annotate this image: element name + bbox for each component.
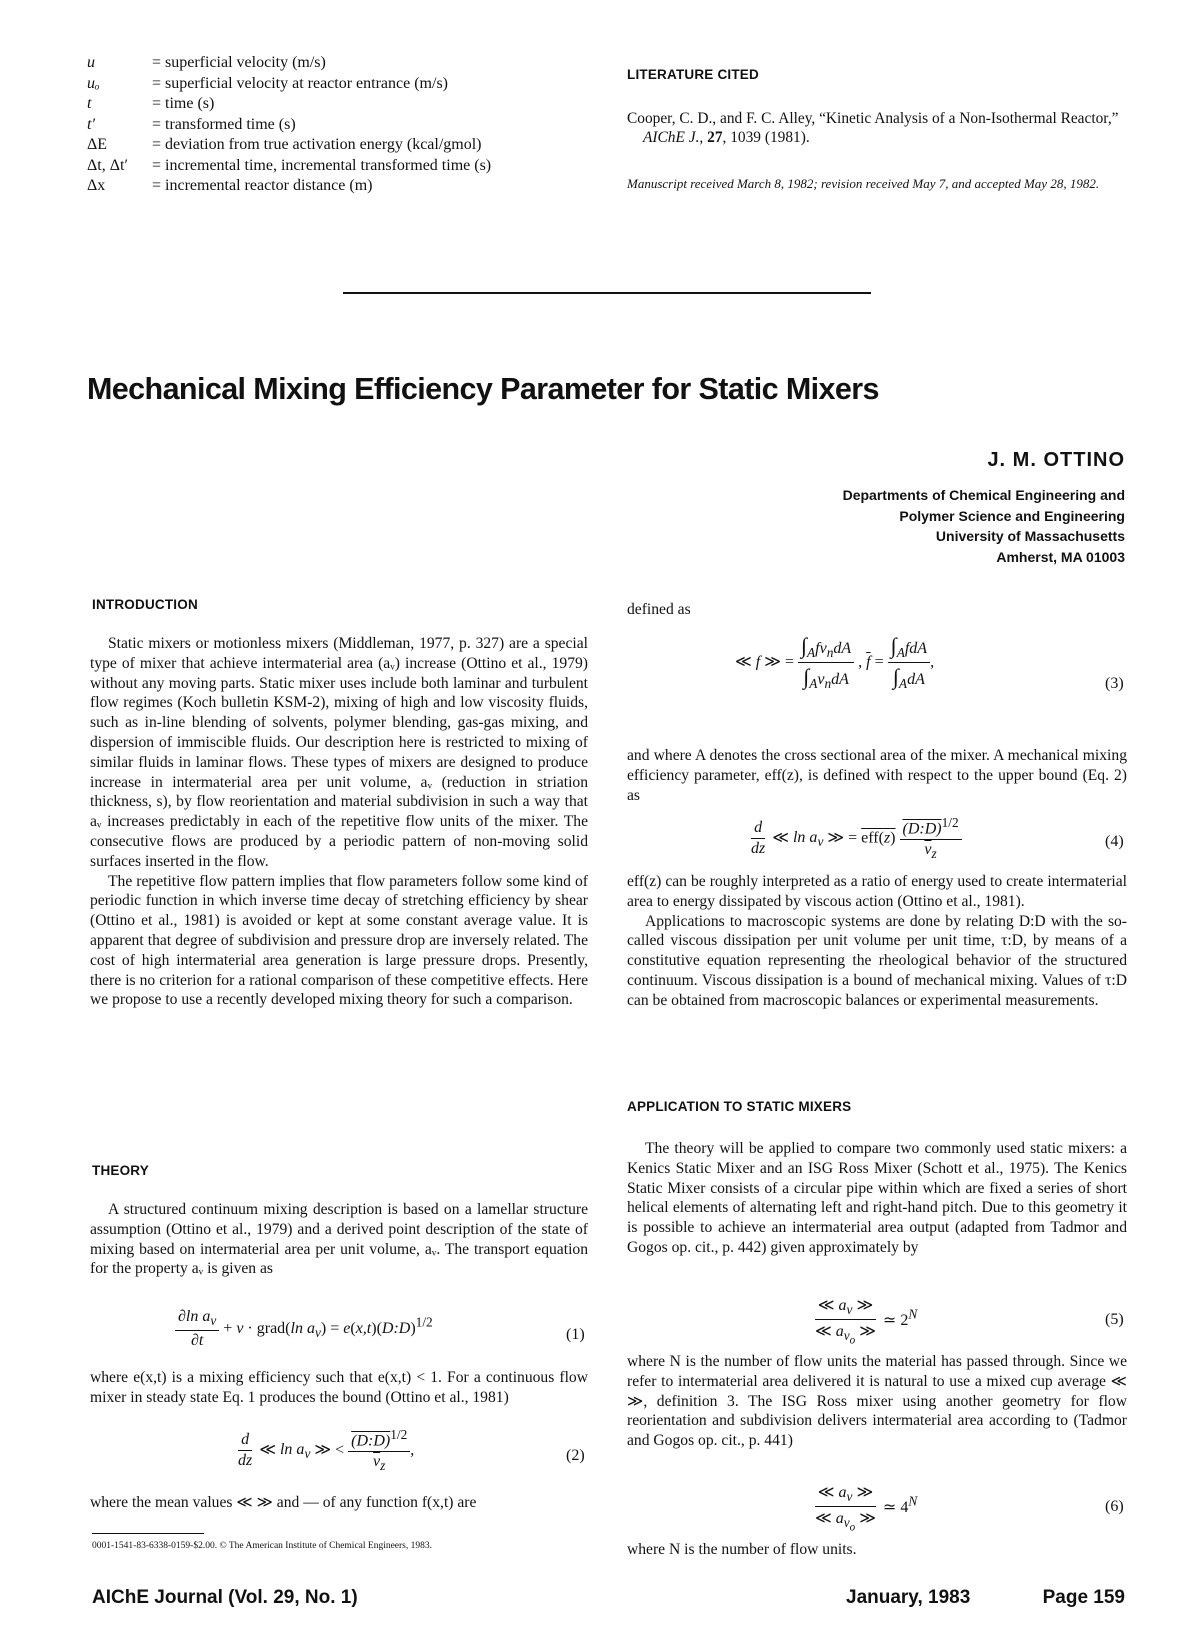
nomenclature-row: Δt, Δt′ = incremental time, incremental transformed time (s) [87, 156, 492, 174]
equation-5-number: (5) [1105, 1311, 1124, 1328]
theory-heading: THEORY [92, 1163, 149, 1178]
footer-date: January, 1983 [846, 1587, 971, 1608]
after-equation-1-text: where e(x,t) is a mixing efficiency such that e(x,t) < 1. For a continuous flow mixer in steady state Eq. 1 produces the bound (Ottino et al., 1981) [90, 1369, 588, 1406]
equation-4-number: (4) [1105, 833, 1124, 850]
after-equation-2-text: where the mean values ≪ ≫ and — of any function f(x,t) are [90, 1494, 477, 1511]
equation-2: $\frac{d}{dz}$ ≪ $\ln a_v$ ≫ < $\frac{(D:D)^{1/2}}{\overline{v}_z}$ , [238, 1427, 415, 1474]
after-equation-6-text: where N is the number of flow units. [627, 1541, 857, 1558]
introduction-text [90, 634, 588, 1010]
literature-reference: Cooper, C. D., and F. C. Alley, “Kinetic Analysis of a Non-Isothermal Reactor,” AIChE J., 27, 1039 (1981). [627, 110, 1119, 146]
author-name: J. M. OTTINO [987, 449, 1125, 471]
after-equation-5-text: where N is the number of flow units the material has passed through. Since we refer to intermaterial area delivered it is natural to use a mixed cup average ≪ ≫, definition 3. The ISG Ross mixer using another geometry for flow reorientation and subdivision delivers intermaterial area according to (Tadmor and Gogos op. cit., p. 441) [627, 1353, 1127, 1450]
copyright-line: 0001-1541-83-6338-0159-$2.00. © The American Institute of Chemical Engineers, 1983. [92, 1541, 433, 1551]
paragraph: Static mixers or motionless mixers (Middleman, 1977, p. 327) are a special type of mixer that achieve intermaterial area (aᵥ) increase (Ottino et al., 1979) without any moving parts. Static mixer uses include both laminar and turbulent flow regimes (Koch bulletin KSM-2), mixing of high and low viscosity fluids, such as in-line blending of solvents, polymer blending, gas-gas mixing, and dispersion of immiscible fluids. Our description here is restricted to mixing of similar fluids in laminar flows. These types of mixers are designed to produce increase in intermaterial area per unit volume, aᵥ (reduction in striation thickness, s), by flow reorientation and material subdivision in such a way that aᵥ increases predictably in each of the repetitive flow units of the mixer. The consecutive flows are produced by a periodic pattern of non-moving solid surfaces inserted in the flow. [90, 635, 588, 870]
application-heading: APPLICATION TO STATIC MIXERS [627, 1099, 852, 1114]
paragraph: The repetitive flow pattern implies that flow parameters follow some kind of periodic function in which inverse time decay of stretching efficiency by shear (Ottino et al., 1981) is avoided or kept at some constant average value. It is apparent that degree of subdivision and pressure drop are inversely related. The cost of high intermaterial area generation is large pressure drops. Presently, there is no criterion for a rational comparison of these competitive effects. Here we propose to use a recently developed mixing theory for such a comparison. [90, 872, 588, 1009]
defined-as-text: defined as [627, 601, 691, 618]
nomenclature-list [87, 53, 587, 197]
equation-1-number: (1) [566, 1326, 585, 1343]
author-affiliation: Departments of Chemical Engineering and Polymer Science and Engineering University of Massachusetts Amherst, MA 01003 [842, 487, 1125, 565]
nomenclature-row: t′ = transformed time (s) [87, 115, 296, 133]
equation-6-number: (6) [1105, 1498, 1124, 1515]
nomenclature-row: u = superficial velocity (m/s) [87, 54, 326, 71]
equation-5: $\frac{≪ a_v ≫}{≪ a_{v_o} ≫}$ ≃ $2^N$ [815, 1297, 918, 1348]
article-title: Mechanical Mixing Efficiency Parameter for Static Mixers [87, 372, 879, 406]
after-equation-4-text: eff(z) can be roughly interpreted as a ratio of energy used to create intermaterial area to energy dissipated by viscous action (Ottino et al., 1981). Applications to macroscopic systems are done by relating D:D with the so-called viscous dissipation per unit volume per unit time, τ:D, by means of a constitutive equation representing the rheological behavior of the structured continuum. Viscous dissipation is a bound of mechanical mixing. Values of τ:D can be obtained from macroscopic balances or experimental measurements. [627, 873, 1127, 1009]
theory-text [90, 1200, 588, 1279]
equation-2-number: (2) [566, 1447, 585, 1464]
equation-3: ≪ f ≫ = $\frac{\int_Afv_ndA}{\int_Av_ndA}$ , $\overline{f}$ = $\frac{\int_AfdA}{\int_AdA}$ , [735, 633, 935, 692]
introduction-heading: INTRODUCTION [92, 597, 198, 612]
literature-heading: LITERATURE CITED [627, 67, 759, 82]
equation-4: $\frac{d}{dz}$ ≪ $\ln a_v$ ≫ = eff(z) $\frac{(D:D)^{1/2}}{\overline{v}_z}$ [748, 815, 962, 863]
equation-3-number: (3) [1105, 675, 1124, 692]
nomenclature-row: Δx = incremental reactor distance (m) [87, 177, 373, 194]
after-equation-3-text: and where A denotes the cross sectional area of the mixer. A mechanical mixing efficiency parameter, eff(z), is defined with respect to the upper bound (Eq. 2) as [627, 747, 1127, 804]
footer-page-number: Page 159 [1042, 1587, 1125, 1608]
section-divider [343, 292, 871, 294]
nomenclature-row: t = time (s) [87, 95, 215, 112]
manuscript-note: Manuscript received March 8, 1982; revision received May 7, and accepted May 28, 1982. [627, 176, 1100, 191]
nomenclature-row: ΔE = deviation from true activation energy (kcal/gmol) [87, 136, 482, 153]
nomenclature-row: uₒ = superficial velocity at reactor entrance (m/s) [87, 74, 448, 92]
paragraph: A structured continuum mixing description is based on a lamellar structure assumption (Ottino et al., 1979) and a derived point description of the state of mixing based on intermaterial area per unit volume, aᵥ. The transport equation for the property aᵥ is given as [90, 1201, 588, 1278]
equation-6: $\frac{≪ a_v ≫}{≪ a_{v_o} ≫}$ ≃ $4^N$ [815, 1484, 918, 1535]
footer-journal: AIChE Journal (Vol. 29, No. 1) [92, 1587, 358, 1608]
equation-1: $\frac{\partial\ln a_v}{\partial t}$ + v · grad(ln $a_v$) = e(x,t)(D:D)$^{1/2}$ [175, 1308, 433, 1350]
application-text: The theory will be applied to compare two commonly used static mixers: a Kenics Static Mixer and an ISG Ross Mixer (Schott et al., 1975). The Kenics Static Mixer consists of a circular pipe within which are fixed a series of short helical elements of alternating left and right-hand pitch. Due to this geometry it is possible to achieve an intermaterial area output (adapted from Tadmor and Gogos op. cit., p. 442) given approximately by [627, 1140, 1127, 1256]
footnote-rule [92, 1533, 204, 1534]
